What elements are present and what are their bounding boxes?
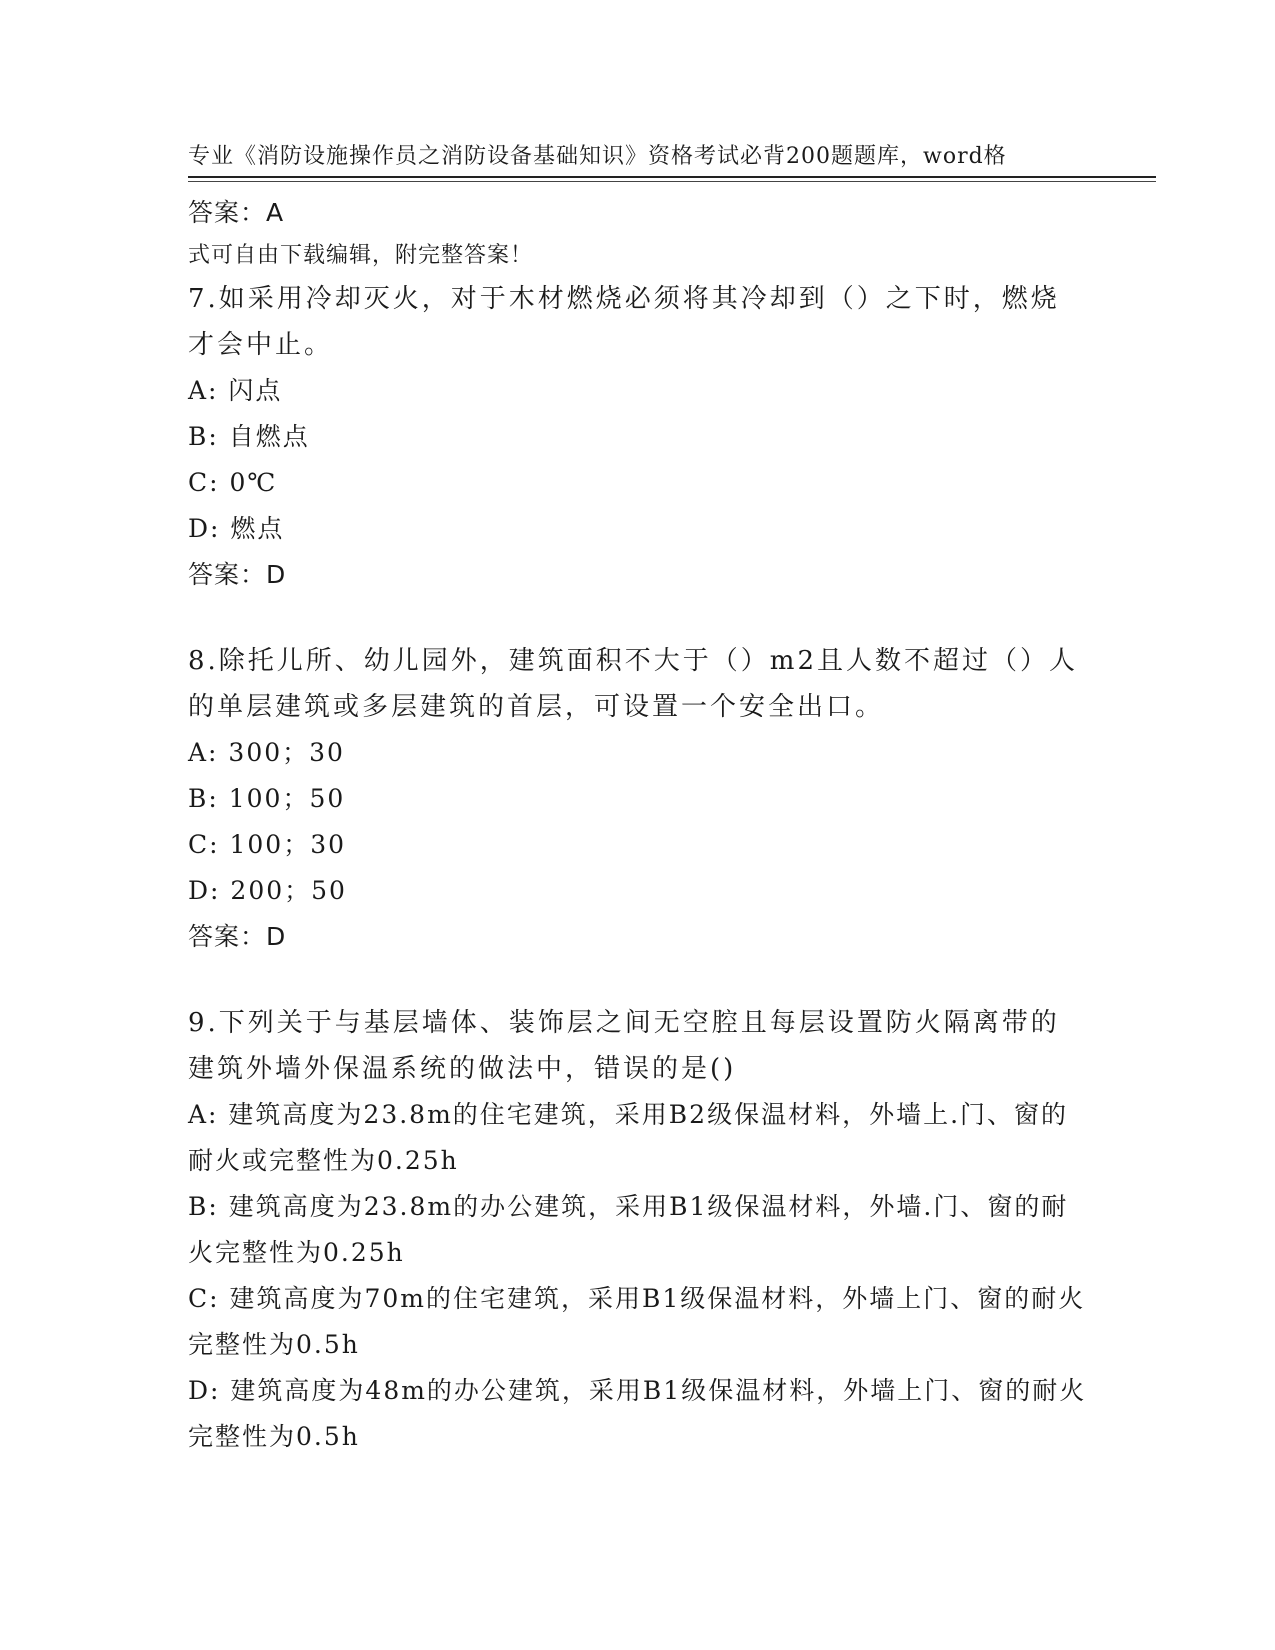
option-c: C: 100；30 (188, 830, 347, 859)
option-d: D: 200；50 (188, 876, 347, 905)
document-body (188, 190, 1088, 1460)
option-d: D: 建筑高度为48m的办公建筑，采用B1级保温材料，外墙上门、窗的耐火完整性为0.5h (188, 1376, 1087, 1451)
option-a: A: 闪点 (188, 376, 283, 405)
question-stem: 9.下列关于与基层墙体、装饰层之间无空腔且每层设置防火隔离带的建筑外墙外保温系统的做法中，错误的是() (188, 1008, 1060, 1084)
option-b: B: 100；50 (188, 784, 346, 813)
option-a: A: 300；30 (188, 738, 345, 767)
question-block-8 (188, 638, 1088, 960)
option-c: C: 0℃ (188, 468, 278, 497)
question-block-7 (188, 276, 1088, 598)
question-stem: 8.除托儿所、幼儿园外，建筑面积不大于（）m2且人数不超过（）人的单层建筑或多层建筑的首层，可设置一个安全出口。 (188, 646, 1079, 722)
option-c: C: 建筑高度为70m的住宅建筑，采用B1级保温材料，外墙上门、窗的耐火完整性为0.5h (188, 1284, 1086, 1359)
header-divider-thick (188, 176, 1156, 178)
option-a: A: 建筑高度为23.8m的住宅建筑，采用B2级保温材料，外墙上.门、窗的耐火或完整性为0.25h (188, 1100, 1069, 1175)
answer-line: 答案：A (188, 198, 285, 227)
option-d: D: 燃点 (188, 514, 285, 543)
question-stem: 7.如采用冷却灭火，对于木材燃烧必须将其冷却到（）之下时，燃烧才会中止。 (188, 284, 1060, 360)
option-b: B: 建筑高度为23.8m的办公建筑，采用B1级保温材料，外墙.门、窗的耐火完整性为0.25h (188, 1192, 1069, 1267)
header-line-2: 式可自由下载编辑，附完整答案！ (188, 243, 534, 268)
header-divider-thin (188, 181, 1156, 182)
answer-line: 答案：D (188, 922, 287, 951)
question-block-9 (188, 1000, 1088, 1460)
header-line-1: 专业《消防设施操作员之消防设备基础知识》资格考试必背200题题库，word格 (188, 144, 1007, 169)
answer-line: 答案：D (188, 560, 287, 589)
option-b: B: 自燃点 (188, 422, 310, 451)
